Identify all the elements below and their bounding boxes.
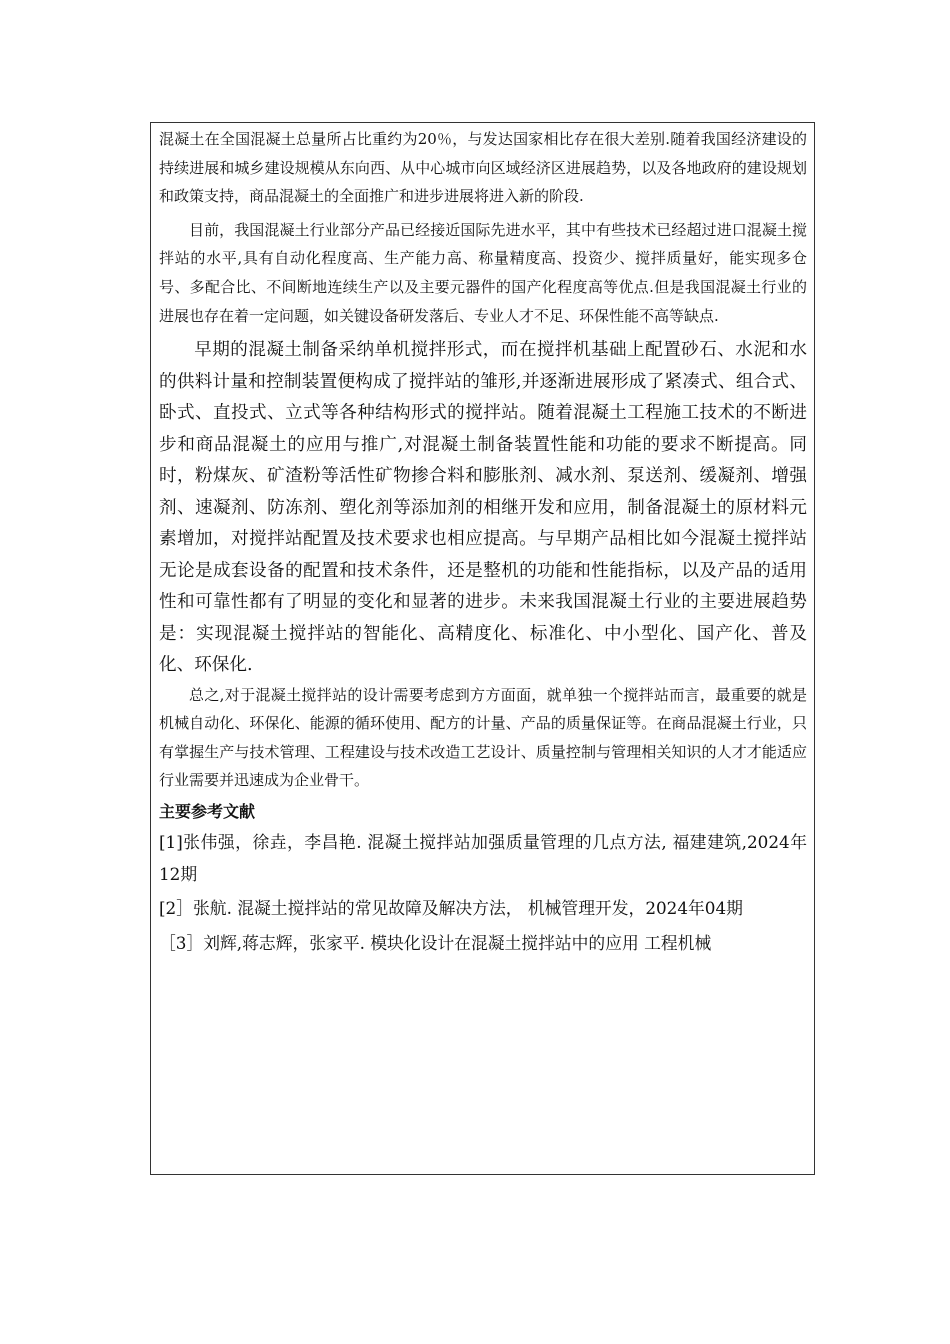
paragraph-market-share: 混凝土在全国混凝土总量所占比重约为20％，与发达国家相比存在很大差别.随着我国经济建设的持续进展和城乡建设规模从东向西、从中心城市向区域经济区进展趋势，以及各地政府的建设规划和政策支持，商品混凝土的全面推广和进步进展将进入新的阶段. — [159, 130, 807, 206]
reference-item-1: [1]张伟强，徐垚，李昌艳. 混凝土搅拌站加强质量管理的几点方法, 福建建筑,2024年12期 — [159, 832, 807, 884]
document-body — [159, 125, 807, 959]
reference-item-3: ［3］刘辉,蒋志辉，张家平. 模块化设计在混凝土搅拌站中的应用 工程机械 — [159, 932, 712, 953]
reference-item-2: [2］张航. 混凝土搅拌站的常见故障及解决方法， 机械管理开发，2024年04期 — [159, 898, 743, 919]
paragraph-current-status: 目前，我国混凝土行业部分产品已经接近国际先进水平，其中有些技术已经超过进口混凝土搅拌站的水平,具有自动化程度高、生产能力高、称量精度高、投资少、搅拌质量好，能实现多仓号、多配合比、不间断地连续生产以及主要元器件的国产化程度高等优点.但是我国混凝土行业的进展也存在着一定问题，如关键设备研发落后、专业人才不足、环保性能不高等缺点. — [159, 220, 807, 325]
references-heading: 主要参考文献 — [159, 802, 256, 822]
paragraph-summary: 总之,对于混凝土搅拌站的设计需要考虑到方方面面，就单独一个搅拌站而言，最重要的就是机械自动化、环保化、能源的循环使用、配方的计量、产品的质量保证等。在商品混凝土行业，只有掌握生产与技术管理、工程建设与技术改造工艺设计、质量控制与管理相关知识的人才才能适应行业需要并迅速成为企业骨干。 — [159, 685, 807, 790]
document-frame — [150, 122, 815, 1175]
paragraph-history: 早期的混凝土制备采纳单机搅拌形式，而在搅拌机基础上配置砂石、水泥和水的供料计量和控制装置便构成了搅拌站的雏形,并逐渐进展形成了紧凑式、组合式、卧式、直投式、立式等各种结构形式的搅拌站。随着混凝土工程施工技术的不断进步和商品混凝土的应用与推广,对混凝土制备装置性能和功能的要求不断提高。同时，粉煤灰、矿渣粉等活性矿物掺合料和膨胀剂、减水剂、泵送剂、缓凝剂、增强剂、速凝剂、防冻剂、塑化剂等添加剂的相继开发和应用，制备混凝土的原材料元素增加，对搅拌站配置及技术要求也相应提高。与早期产品相比如今混凝土搅拌站无论是成套设备的配置和技术条件，还是整机的功能和性能指标，以及产品的适用性和可靠性都有了明显的变化和显著的进步。未来我国混凝土行业的主要进展趋势是：实现混凝土搅拌站的智能化、高精度化、标准化、中小型化、国产化、普及化、环保化. — [159, 340, 807, 676]
